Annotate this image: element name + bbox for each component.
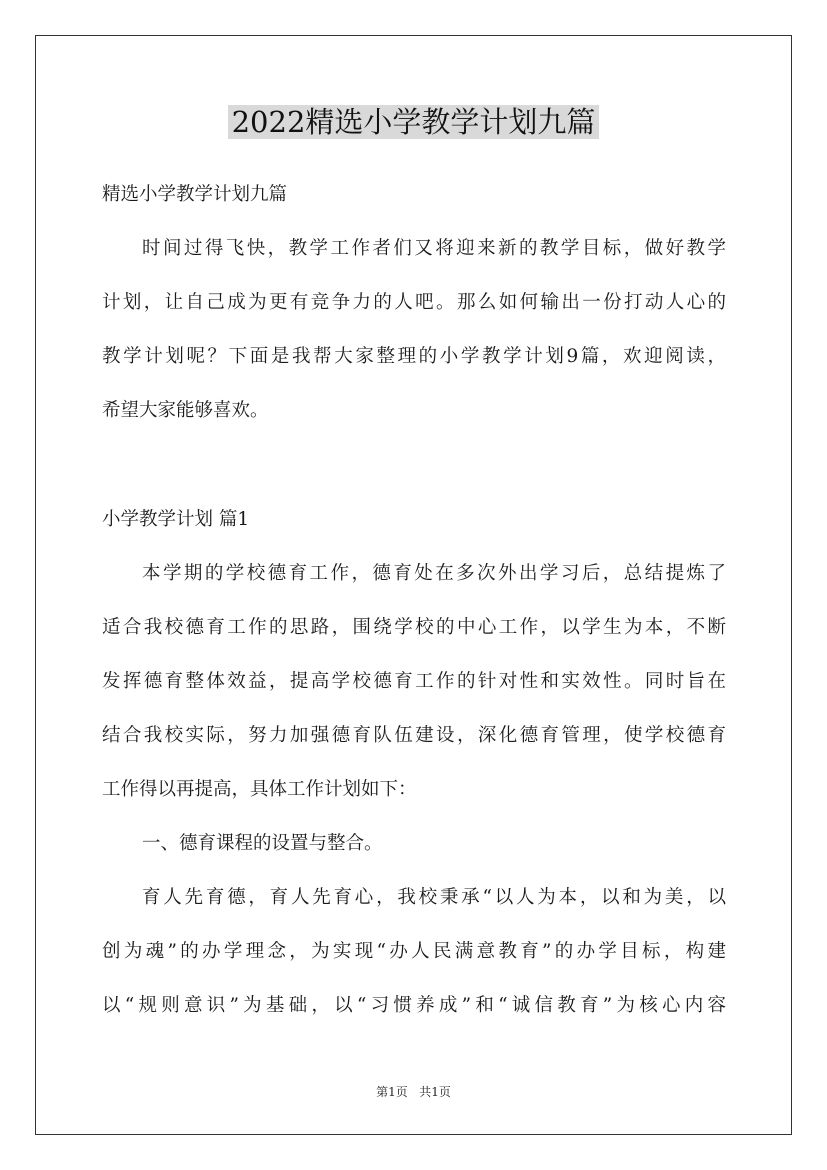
intro-line-2: 计划，让自己成为更有竞争力的人吧。那么如何输出一份打动人心的: [102, 292, 726, 313]
subheading: 一、德育课程的设置与整合。: [142, 833, 383, 854]
para2-line-1: 育人先育德，育人先育心，我校秉承“以人为本，以和为美，以: [142, 887, 726, 908]
para2-line-2: 创为魂”的办学理念，为实现“办人民满意教育”的办学目标，构建: [102, 941, 726, 962]
intro-line-3: 教学计划呢？下面是我帮大家整理的小学教学计划9篇，欢迎阅读，: [102, 346, 726, 367]
document-title-text: 2022精选小学教学计划九篇: [228, 105, 600, 139]
para1-line-1: 本学期的学校德育工作，德育处在多次外出学习后，总结提炼了: [142, 563, 726, 584]
para1-line-5: 工作得以再提高，具体工作计划如下：: [102, 779, 417, 800]
para1-line-4: 结合我校实际，努力加强德育队伍建设，深化德育管理，使学校德育: [102, 725, 726, 746]
document-subtitle: 精选小学教学计划九篇: [102, 184, 288, 205]
footer-total-pages: 共1页: [419, 1085, 451, 1099]
section-heading: 小学教学计划 篇1: [102, 509, 250, 530]
page-footer: [0, 1084, 827, 1100]
para2-line-3: 以“规则意识”为基础，以“习惯养成”和“诚信教育”为核心内容: [102, 995, 726, 1016]
footer-page-number: 第1页: [376, 1085, 408, 1099]
para1-line-2: 适合我校德育工作的思路，围绕学校的中心工作，以学生为本，不断: [102, 617, 726, 638]
intro-line-4: 希望大家能够喜欢。: [102, 400, 269, 421]
intro-line-1: 时间过得飞快，教学工作者们又将迎来新的教学目标，做好教学: [142, 238, 726, 259]
para1-line-3: 发挥德育整体效益，提高学校德育工作的针对性和实效性。同时旨在: [102, 671, 726, 692]
document-title: [0, 100, 827, 144]
